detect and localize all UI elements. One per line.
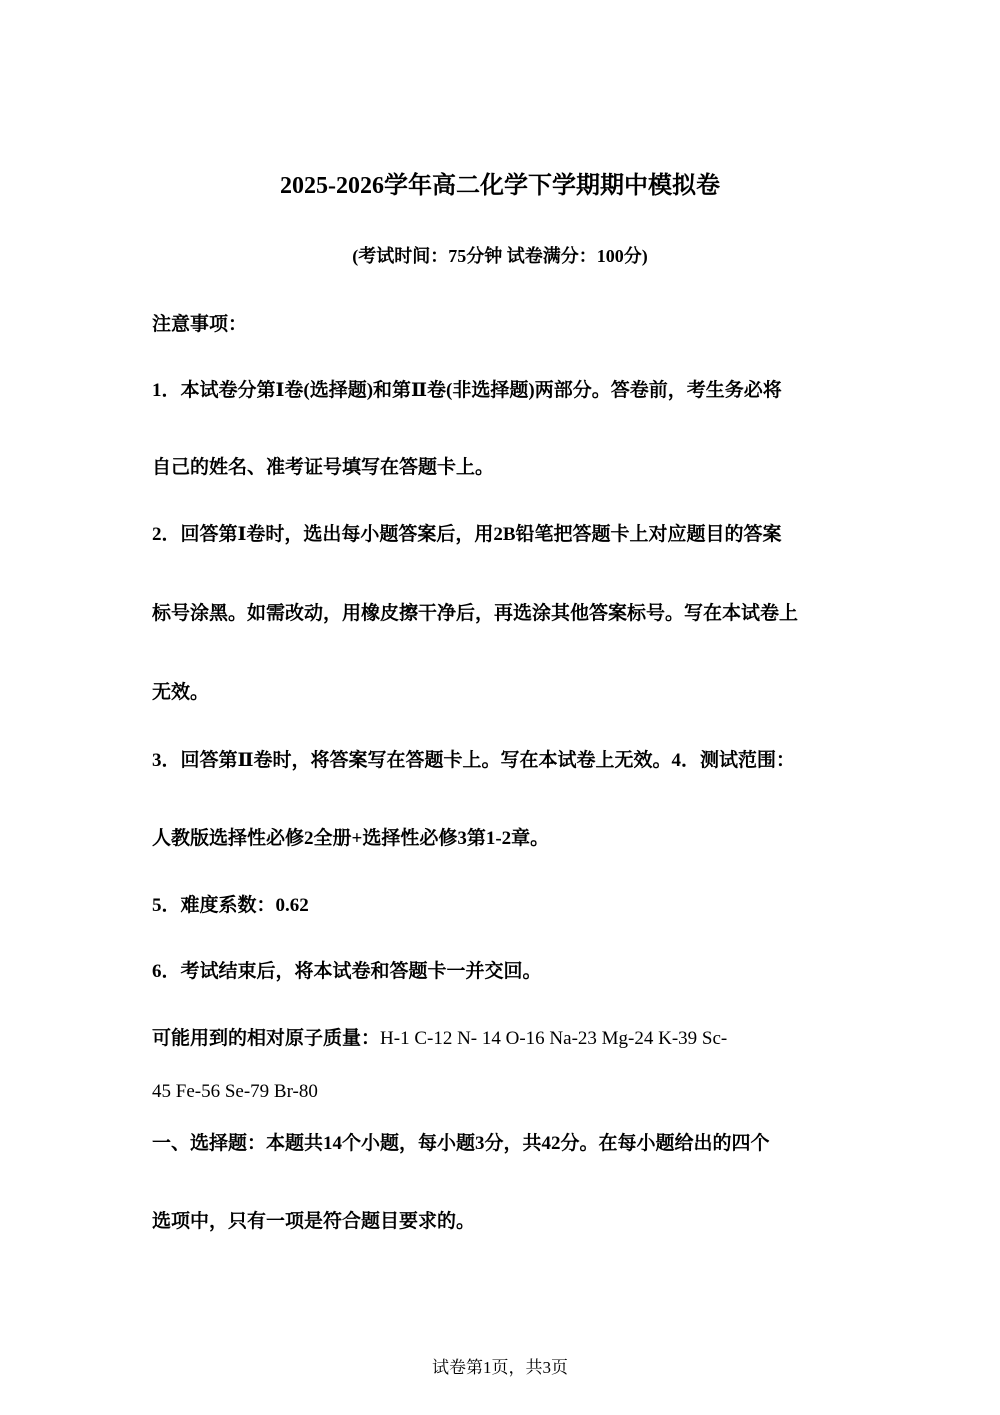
notice-item: 1．本试卷分第Ⅰ卷(选择题)和第Ⅱ卷(非选择题)两部分。答卷前，考生务必将 (152, 380, 782, 401)
notice-item: 标号涂黑。如需改动，用橡皮擦干净后，再选涂其他答案标号。写在本试卷上 (152, 603, 799, 624)
notice-item: 3．回答第Ⅱ卷时，将答案写在答题卡上。写在本试卷上无效。4．测试范围： (152, 750, 796, 771)
notice-item: 2．回答第Ⅰ卷时，选出每小题答案后，用2B铅笔把答题卡上对应题目的答案 (152, 524, 782, 545)
atomic-mass-values-cont: 45 Fe-56 Se-79 Br-80 (152, 1081, 318, 1102)
exam-subtitle: (考试时间：75分钟 试卷满分：100分) (352, 246, 648, 266)
page-footer: 试卷第1页，共3页 (432, 1358, 568, 1377)
atomic-mass-values: H-1 C-12 N- 14 O-16 Na-23 Mg-24 K-39 Sc- (380, 1028, 728, 1049)
notice-item: 6．考试结束后，将本试卷和答题卡一并交回。 (152, 961, 542, 982)
exam-title: 2025-2026学年高二化学下学期期中模拟卷 (280, 173, 720, 199)
notice-item: 自己的姓名、准考证号填写在答题卡上。 (152, 457, 495, 478)
notice-heading: 注意事项： (152, 314, 248, 335)
notice-item: 5．难度系数：0.62 (152, 895, 309, 916)
section-heading-cont: 选项中，只有一项是符合题目要求的。 (152, 1211, 476, 1232)
notice-item: 人教版选择性必修2全册+选择性必修3第1-2章。 (152, 828, 550, 849)
atomic-mass-label: 可能用到的相对原子质量： (152, 1028, 381, 1049)
atomic-mass-line (152, 1025, 852, 1053)
notice-item: 无效。 (152, 682, 210, 703)
section-heading: 一、选择题：本题共14个小题，每小题3分，共42分。在每小题给出的四个 (152, 1133, 770, 1154)
